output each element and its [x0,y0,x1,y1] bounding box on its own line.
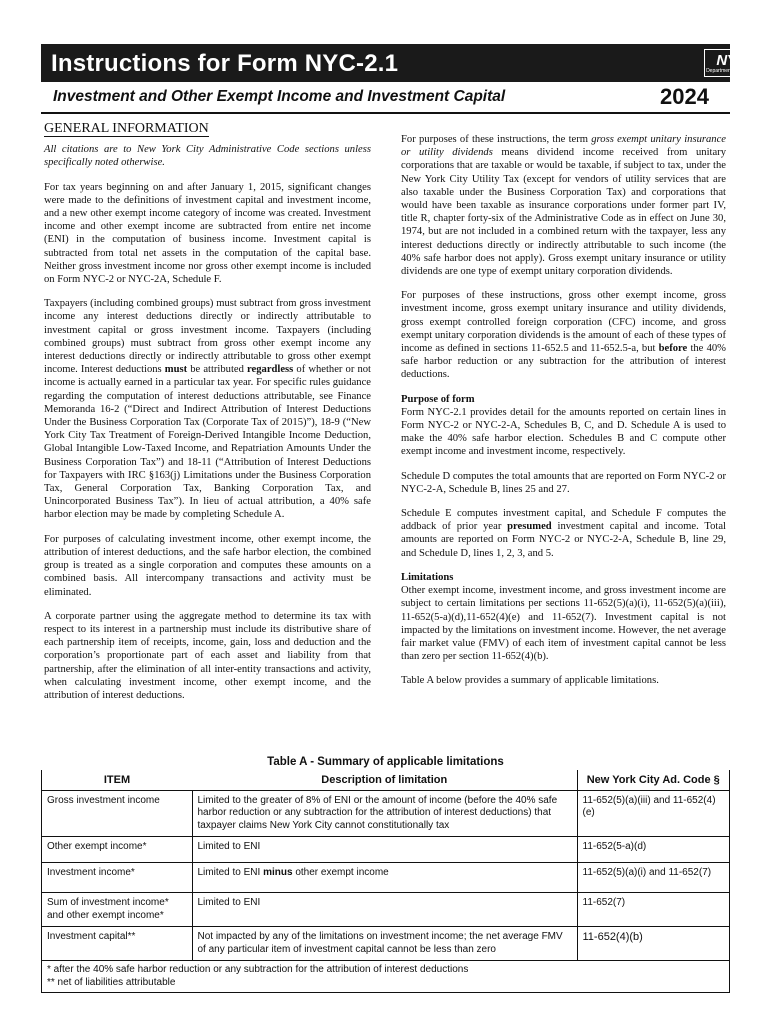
citation-note: All citations are to New York City Administrative Code sections unless specifically noted otherwise. [44,144,371,169]
paragraph: Schedule E computes investment capital, and Schedule F computes the addback of prior year presumed investment capital and income. Total amounts are reported on Form NYC-2 or NYC-2-A, Schedule B, line 29, and Schedule D, lines 1, 2, 3, and 5. [401,508,726,559]
table-cell: 11-652(5-a)(d) [577,837,729,863]
table-cell: Sum of investment income* and other exempt income* [42,893,192,927]
table-row [42,790,729,837]
right-column [401,133,726,699]
title-bar [41,44,757,82]
table-cell: Limited to ENI [192,837,577,863]
paragraph: Schedule D computes the total amounts that are reported on Form NYC-2 or NYC-2-A, Schedule B, lines 25 and 27. [401,470,726,495]
page-title: Instructions for Form NYC-2.1 [51,50,399,77]
table-cell: Limited to ENI [192,893,577,927]
table-title: Table A - Summary of applicable limitations [267,756,504,768]
table-footnote-row [42,961,729,993]
footnote: ** net of liabilities attributable [47,976,176,988]
paragraph: Taxpayers (including combined groups) must subtract from gross investment income any interest deductions directly or indirectly attributable to investment capital or gross investment income. Taxpayers (including combined groups) must subtract from gross other exempt income any interest deductions directly or indirectly attributable to gross other exempt income. Interest deductions must be attributed regardless of whether or not income is actually earned in a particular tax year. For specific rules guidance regarding the computation of interest deductions attributable, see Finance Memoranda 16-2 (“Direct and Indirect Attribution of Interest Deductions Under the Business Corporation Tax (Corporate Tax of 2015)”), 18-9 (“New York City Tax Treatment of Foreign-Derived Intangible Income Deduction, Global Intangible Low-Taxed Income, and Repatriation Amounts Under the Business Corporation Tax”) and 18-11 (“Attribution of Interest Deductions for Taxpayers with IRC §163(j) Limitations under the Business Corporation Tax, General Corporation Tax, Banking Corporation Tax, and Unincorporated Business Tax”). In lieu of actual attribution, a 40% safe harbor election may be made by completing Schedule A. [44,298,371,521]
table-cell: 11-652(5)(a)(i) and 11-652(7) [577,863,729,893]
purpose-heading: Purpose of form [401,393,475,405]
table-row [42,927,729,961]
table-footnotes [42,961,729,993]
table-cell: 11-652(7) [577,893,729,927]
paragraph: For purposes of calculating investment income, other exempt income, the attribution of interest deductions, and the safe harbor election, the combined group is treated as a single corporation and computes these amounts on a combined basis. All intercompany transactions and activity must be eliminated. [44,533,371,598]
tax-year: 2024 [660,84,709,109]
table-frame [41,770,730,993]
table-cell: 11-652(4)(b) [577,927,729,961]
paragraph: For purposes of these instructions, the term gross exempt unitary insurance or utility dividends means dividend income received from unitary corporations that are taxable or would be taxable, if subject to tax, under the New York City Utility Tax (except for vendors of utility services that are also taxable under the Business Corporation Tax) and corporations that would have been taxable as insurance corporations under former part IV, title R, chapter forty-six of the Administrative Code as in effect on June 30, 1974, but are not included in a combined return with the taxpayer, less any interest deductions directly or indirectly attributable to such income (the 40% safe harbor does not apply). Gross exempt unitary insurance or utility dividends are one type of exempt unitary corporation dividends. [401,134,726,278]
left-column [44,122,371,713]
footnote: * after the 40% safe harbor reduction or any subtraction for the attribution of interest deductions [47,964,469,975]
table-row [42,863,729,893]
table-cell: Investment income* [42,863,192,893]
table-cell: Not impacted by any of the limitations on investment income; the net average FMV of any particular item of investment capital cannot be less than zero [192,927,577,961]
table-row [42,893,729,927]
paragraph: For purposes of these instructions, gross other exempt income, gross investment income, gross exempt unitary insurance and utility dividends, gross exempt controlled foreign corporation (CFC) income, and gross exempt unitary corporation dividends is the amount of each of these types of income as defined in sections 11-652.5 and 11-652.5-a, but before the 40% safe harbor reduction or any subtraction for the attribution of interest deductions. [401,290,726,381]
table-cell: Investment capital** [42,927,192,961]
paragraph: Table A below provides a summary of applicable limitations. [401,675,659,687]
logo-mark: NYC [716,51,747,69]
purpose-section: Purpose of form Form NYC-2.1 provides detail for the amounts reported on certain lines in Form NYC-2 or NYC-2-A, Schedules B, C, and D. Schedule A is used to make the 40% safe harbor election. Schedules B and C compute other exempt income and investment income, respectively. [401,393,726,458]
table-cell: Other exempt income* [42,837,192,863]
section-heading: GENERAL INFORMATION [44,121,209,136]
paragraph: For tax years beginning on and after January 1, 2015, significant changes were made to the definitions of investment capital and investment income, and a new other exempt income category of income was created. Investment income and other exempt income are subtracted from entire net income (ENI) in the computation of business income. Investment capital is subtracted from total net assets in the computation of the capital base. Neither gross investment income nor gross other exempt income is included on Form NYC-2 or NYC-2A, Schedule F. [44,181,371,286]
limitations-heading: Limitations [401,571,454,583]
table-cell: Limited to the greater of 8% of ENI or the amount of income (before the 40% safe harbor reduction or any subtraction for the attribution of interest deductions) that taxpayer claims New York City cannot constitutionally tax [192,790,577,837]
table-a [41,754,730,988]
table-cell: Limited to ENI minus other exempt income [192,863,577,893]
table-row [42,837,729,863]
limitations-table [42,770,729,992]
page-subtitle: Investment and Other Exempt Income and Investment Capital [53,88,506,105]
table-cell: 11-652(5)(a)(iii) and 11-652(4)(e) [577,790,729,837]
table-header: Description of limitation [192,770,577,790]
table-header: New York City Ad. Code § [577,770,729,790]
table-header: ITEM [42,770,192,790]
logo-subtext: Department of Finance [706,67,757,74]
table-header-row [42,770,729,790]
nyc-logo [704,49,759,77]
paragraph: A corporate partner using the aggregate method to determine its tax with respect to its interest in a partnership must include its distributive share of each partnership item of receipts, income, gain, loss and deduction and the corporation’s proportionate part of each asset and liability from that partnership, after the elimination of all inter-entity transactions and activity, when calculating investment income, other exempt income, and the attribution of interest deductions. [44,610,371,701]
header-divider [41,112,730,114]
table-cell: Gross investment income [42,790,192,837]
limitations-section: Limitations Other exempt income, investment income, and gross investment income are subject to certain limitations per sections 11-652(5)(a)(i), 11-652(5)(a)(iii), 11-652(5-a)(d),11-652(4)(e) and 11-652(7). Investment capital is not impacted by the limitations on investment income. However, the net average fair market value (FMV) of each item of investment capital cannot be less than zero per section 11-652(4)(b). [401,571,726,663]
